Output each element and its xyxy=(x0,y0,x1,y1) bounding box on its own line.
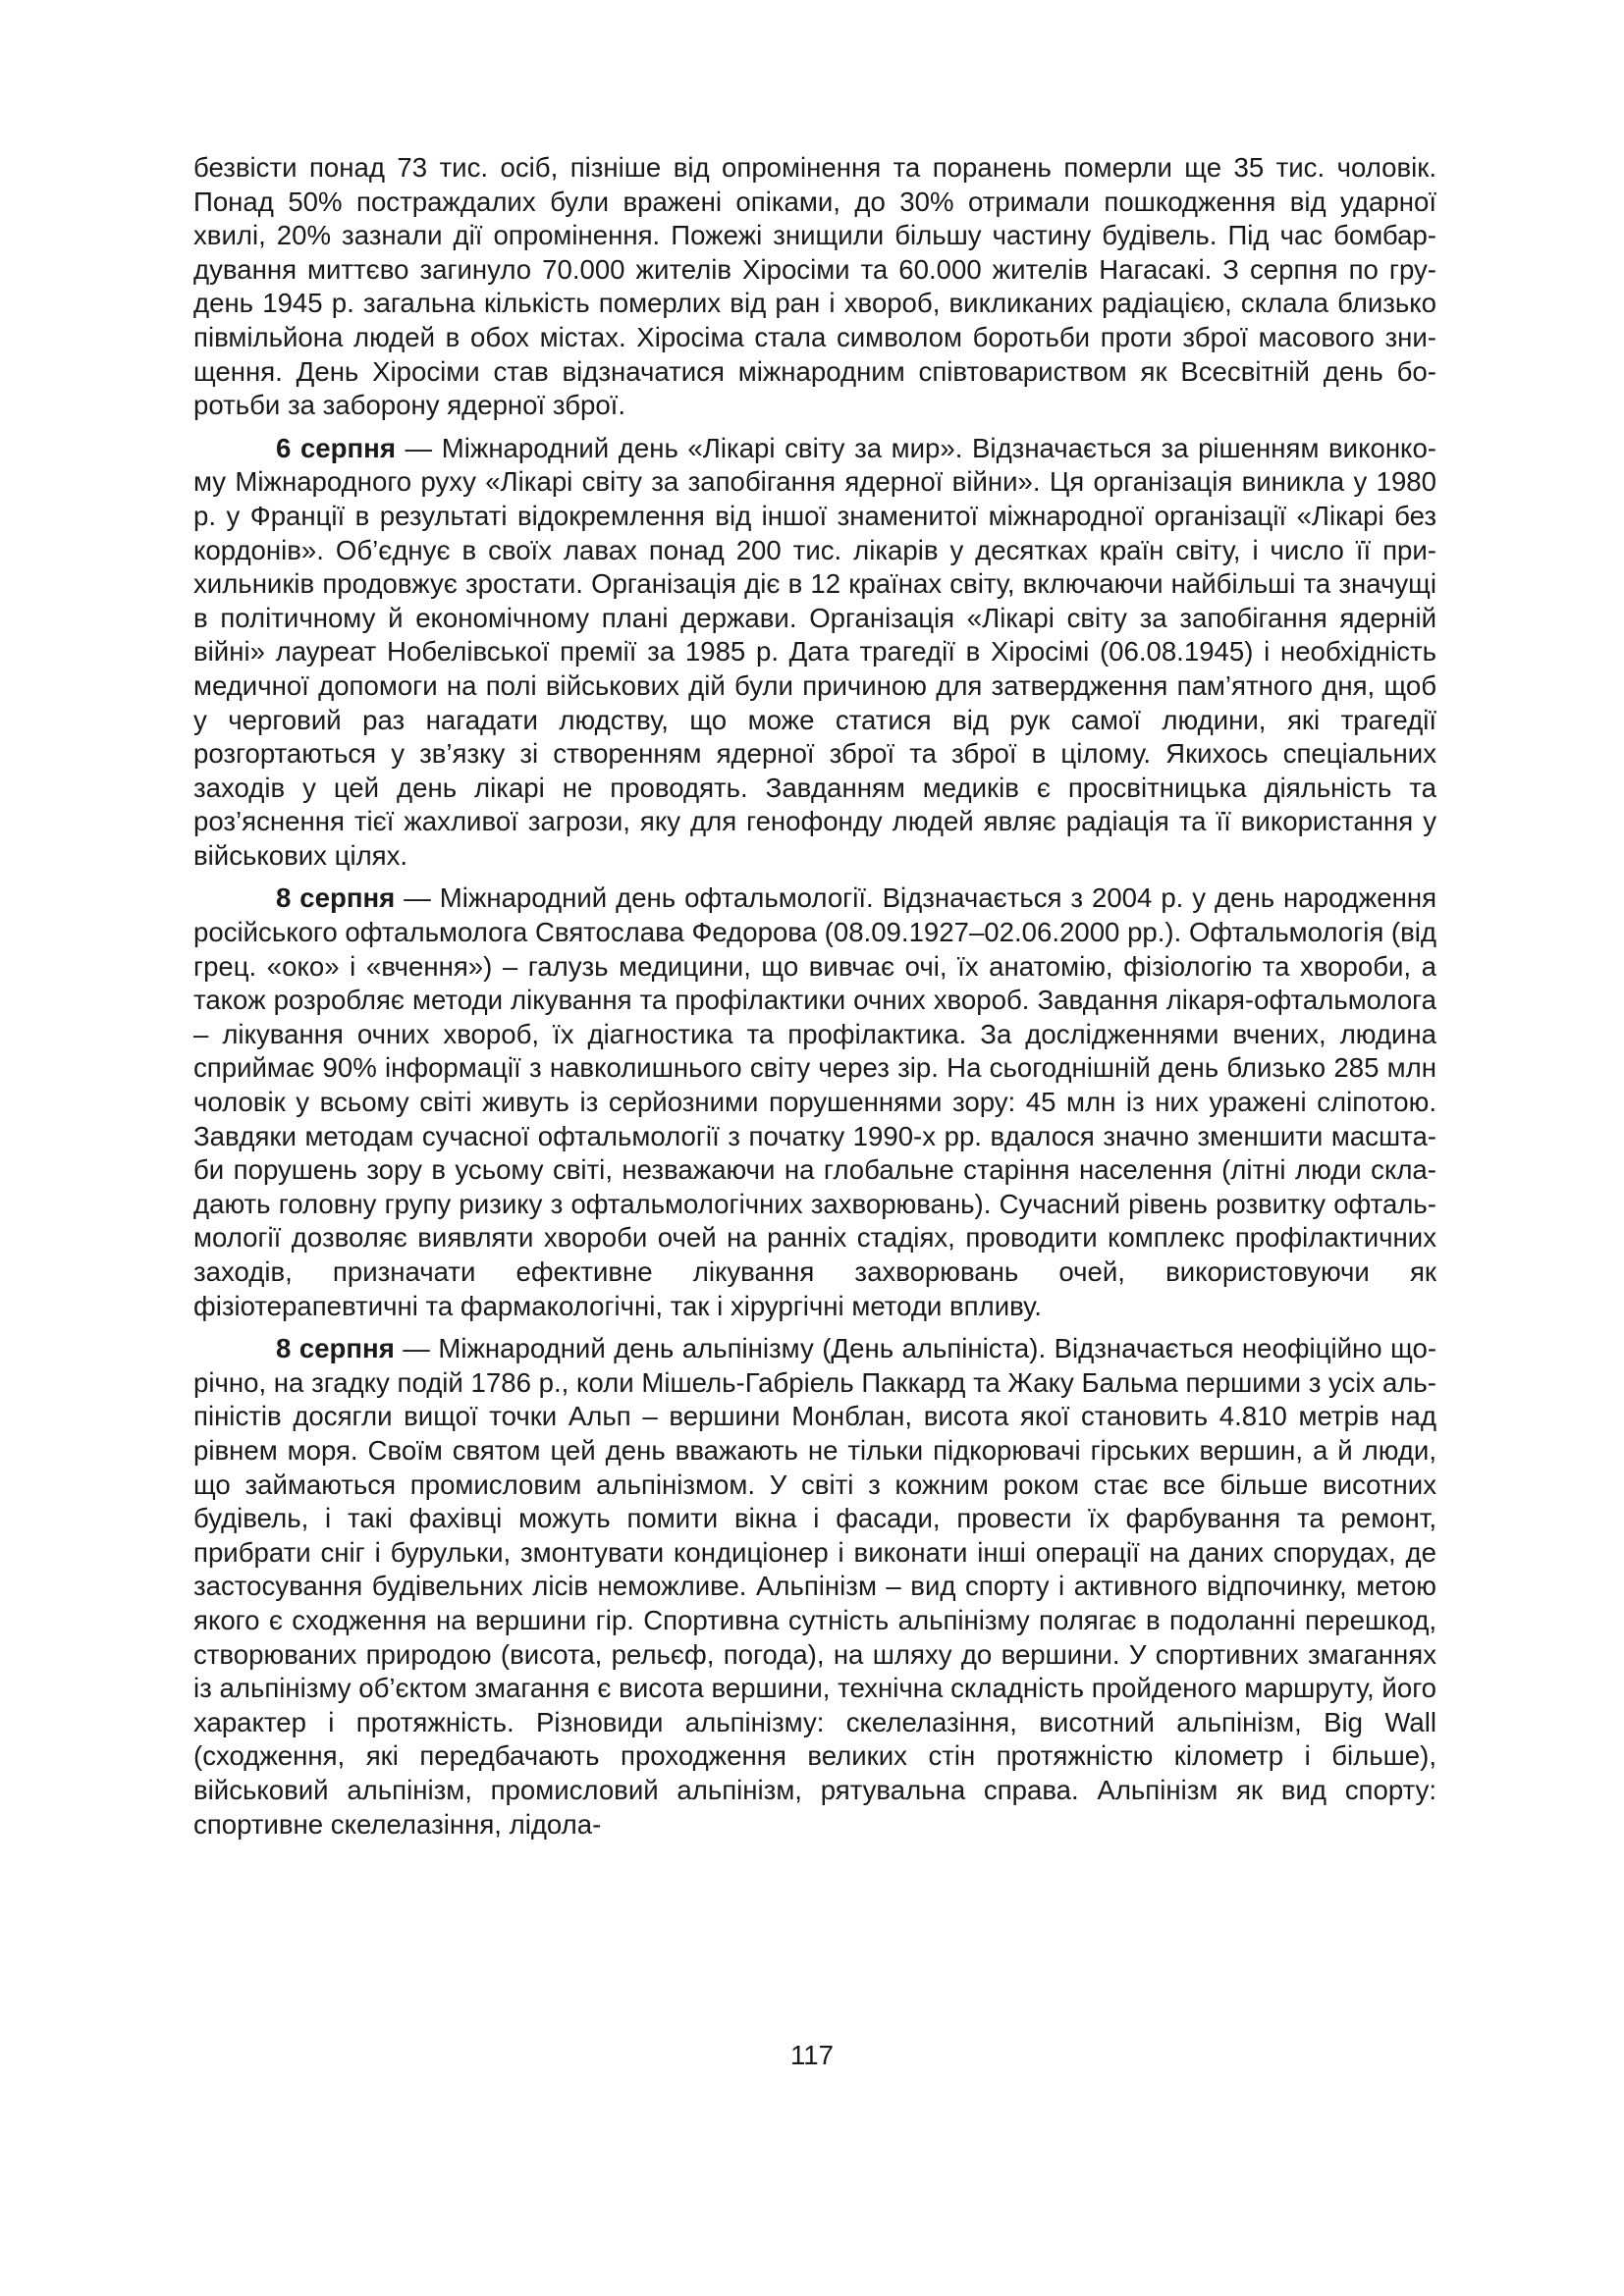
paragraph-text: — Міжнародний день офтальмології. Відзначається з 2004 р. у день народження російського офтальмолога Святослава Федорова (08.09.1927–02.06.2000 рр.). Офтальмологія (від грец. «око» і «вчення») – галузь медицини, що вивчає очі, їх анатомію, фізіологію та хвороби, а також розробляє методи лікування та профілактики очних хвороб. Завдання лікаря-офтальмолога – лікування очних хвороб, їх діагностика та профілактика. За дослідженнями вчених, людина сприймає 90% інформації з навколишнього світу через зір. На сьогоднішній день близько 285 млн чоловік у всьому світі живуть із серйозними порушеннями зору: 45 млн із них уражені сліпотою. Завдяки методам сучасної офтальмології з початку 1990-х рр. вдалося значно зменшити масштаби порушень зору в усьому світі, незважаючи на глобальне старіння населення (літні люди складають головну групу ризику з офтальмологічних захворювань). Сучасний рівень розвитку офтальмології дозволяє виявляти хвороби очей на ранніх стадіях, проводити комплекс профілактичних заходів, призначати ефективне лікування захворювань очей, використовуючи як фізіотерапевтичні та фармакологічні, так і хірургічні методи впливу. xyxy=(193,882,1437,1321)
paragraph-text: — Міжнародний день «Лікарі світу за мир». Відзначається за рішенням виконкому Міжнародного руху «Лікарі світу за запобігання ядерної війни». Ця організація виникла у 1980 р. у Франції в результаті відокремлення від іншої знаменитої міжнародної організації «Лікарі без кордонів». Об’єднує в своїх лавах понад 200 тис. лікарів у десятках країн світу, і число її прихильників продовжує зростати. Організація діє в 12 країнах світу, включаючи найбільші та значущі в політичному й економічному плані держави. Організація «Лікарі світу за запобігання ядерній війні» лауреат Нобелівської премії за 1985 р. Дата трагедії в Хіросімі (06.08.1945) і необхідність медичної допомоги на полі військових дій були причиною для затвердження пам’ятного дня, щоб у черговий раз нагадати людству, що може статися від рук самої людини, які трагедії розгортаються у зв’язку зі створенням ядерної зброї та зброї в цілому. Якихось спеціальних заходів у цей день лікарі не проводять. Завданням медиків є просвітницька діяльність та роз’яснення тієї жахливої загрози, яку для генофонду людей являє радіація та її використання у військових цілях. xyxy=(193,432,1436,871)
paragraph-text: — Міжнародний день альпінізму (День альпініста). Відзначається неофіційно щорічно, на згадку подій 1786 р., коли Мішель-Габріель Паккард та Жаку Бальма першими з усіх альпіністів досягли вищої точки Альп – вершини Монблан, висота якої становить 4.810 метрів над рівнем моря. Своїм святом цей день вважають не тільки підкорювачі гірських вершин, а й люди, що займаються промисловим альпінізмом. У світі з кожним роком стає все більше висотних будівель, і такі фахівці можуть помити вікна і фасади, провести їх фарбування та ремонт, прибрати сніг і бурульки, змонтувати кондиціонер і виконати інші операції на даних спорудах, де застосування будівельних лісів неможливе. Альпінізм – вид спорту і активного відпочинку, метою якого є сходження на вершини гір. Спортивна сутність альпінізму полягає в подоланні перешкод, створюваних природою (висота, рельєф, погода), на шляху до вершини. У спортивних змаганнях із альпінізму об’єктом змагання є висота вершини, технічна складність пройденого маршруту, його характер і протяжність. Різновиди альпінізму: скелелазіння, висотний альпінізм, Big Wall (сходження, які передбачають проходження великих стін протяжністю кілометр і більше), військовий альпінізм, промисловий альпінізм, рятувальна справа. Альпінізм як вид спорту: спортивне скелелазіння, лідола- xyxy=(193,1333,1437,1840)
paragraph-text: безвісти понад 73 тис. осіб, пізніше від опромінення та поранень померли ще 35 тис. чоловік. Понад 50% постраждалих були вражені опіками, до 30% отримали пошкодження від ударної хвилі, 20% зазнали дії опромінення. Пожежі знищили більшу частину будівель. Під час бомбардування миттєво загинуло 70.000 жителів Хіросіми та 60.000 жителів Нагасакі. З серпня по грудень 1945 р. загальна кількість померлих від ран і хвороб, викликаних радіацією, склала близько півмільйона людей в обох містах. Хіросіма стала символом боротьби проти зброї масового знищення. День Хіросіми став відзначатися міжнародним співтовариством як Всесвітній день боротьби за заборону ядерної зброї. xyxy=(193,152,1436,421)
paragraph-date: 8 серпня xyxy=(276,882,396,914)
paragraph-date: 6 серпня xyxy=(276,432,396,463)
page-number: 117 xyxy=(790,2040,834,2070)
paragraph-date: 8 серпня xyxy=(276,1333,395,1364)
paragraph-hiroshima-continuation xyxy=(193,151,1436,423)
document-page xyxy=(193,151,1436,2065)
paragraph-doctors-for-peace xyxy=(193,432,1436,874)
paragraph-mountaineering-day xyxy=(193,1332,1436,1842)
paragraph-ophthalmology-day xyxy=(193,881,1436,1323)
